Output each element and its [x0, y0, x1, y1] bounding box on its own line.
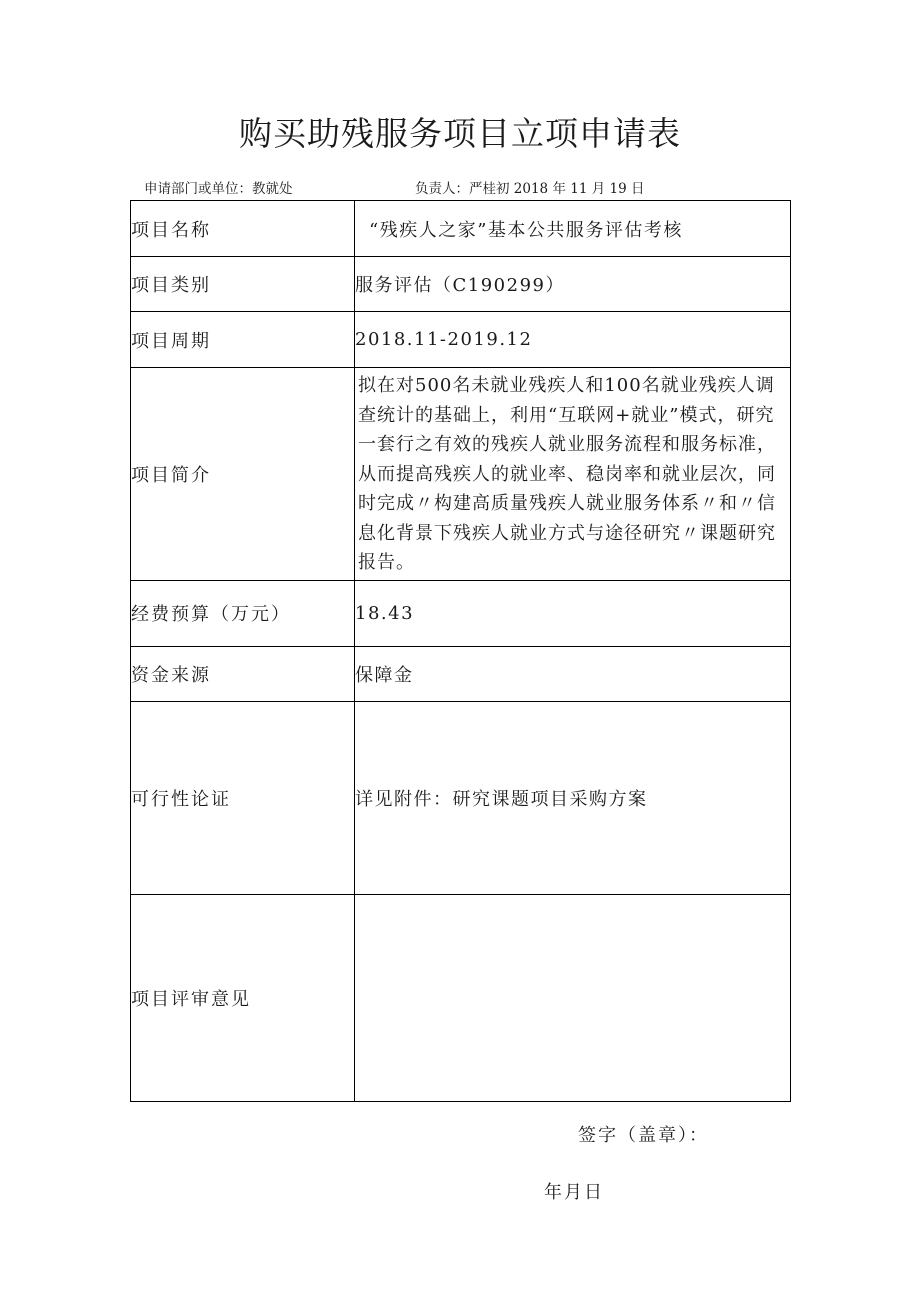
row-project-category: [131, 257, 791, 312]
funding-source-value: 保障金: [355, 646, 791, 701]
feasibility-value: 详见附件：研究课题项目采购方案: [355, 701, 791, 894]
project-category-label: 项目类别: [131, 257, 355, 312]
review-date-label: 年月日: [544, 1181, 604, 1203]
row-funding-source: [131, 646, 791, 701]
project-category-value: 服务评估（C190299）: [355, 257, 791, 312]
row-review-opinion: [131, 894, 791, 1101]
budget-label: 经费预算（万元）: [131, 580, 355, 646]
review-opinion-cell: [355, 894, 791, 1203]
row-feasibility: [131, 701, 791, 894]
project-period-label: 项目周期: [131, 312, 355, 368]
row-budget: [131, 580, 791, 646]
row-project-period: [131, 312, 791, 368]
row-project-name: [131, 201, 791, 257]
project-intro-value: 拟在对500名未就业残疾人和100名就业残疾人调查统计的基础上，利用“互联网+就业”模式，研究一套行之有效的残疾人就业服务流程和服务标准，从而提高残疾人的就业率、稳岗率和就业层次，同时完成〃构建高质量残疾人就业服务体系〃和〃信息化背景下残疾人就业方式与途径研究〃课题研究报告。: [358, 375, 776, 573]
application-form-table: [130, 200, 791, 1203]
project-name-label: 项目名称: [131, 201, 355, 257]
responsible-person-date: 负责人：严桂初 2018 年 11 月 19 日: [415, 181, 645, 197]
feasibility-label: 可行性论证: [131, 701, 355, 894]
project-name-value: “残疾人之家”基本公共服务评估考核: [355, 201, 791, 257]
page-title: 购买助残服务项目立项申请表: [239, 114, 681, 153]
project-period-value: 2018.11-2019.12: [355, 312, 791, 368]
budget-value: 18.43: [355, 580, 791, 646]
project-intro-label: 项目简介: [131, 368, 355, 581]
applicant-unit: 申请部门或单位：教就处: [144, 181, 293, 197]
signature-seal-label: 签字（盖章）：: [578, 1124, 709, 1146]
row-project-intro: [131, 368, 791, 581]
funding-source-label: 资金来源: [131, 646, 355, 701]
review-opinion-label: 项目评审意见: [131, 894, 355, 1101]
